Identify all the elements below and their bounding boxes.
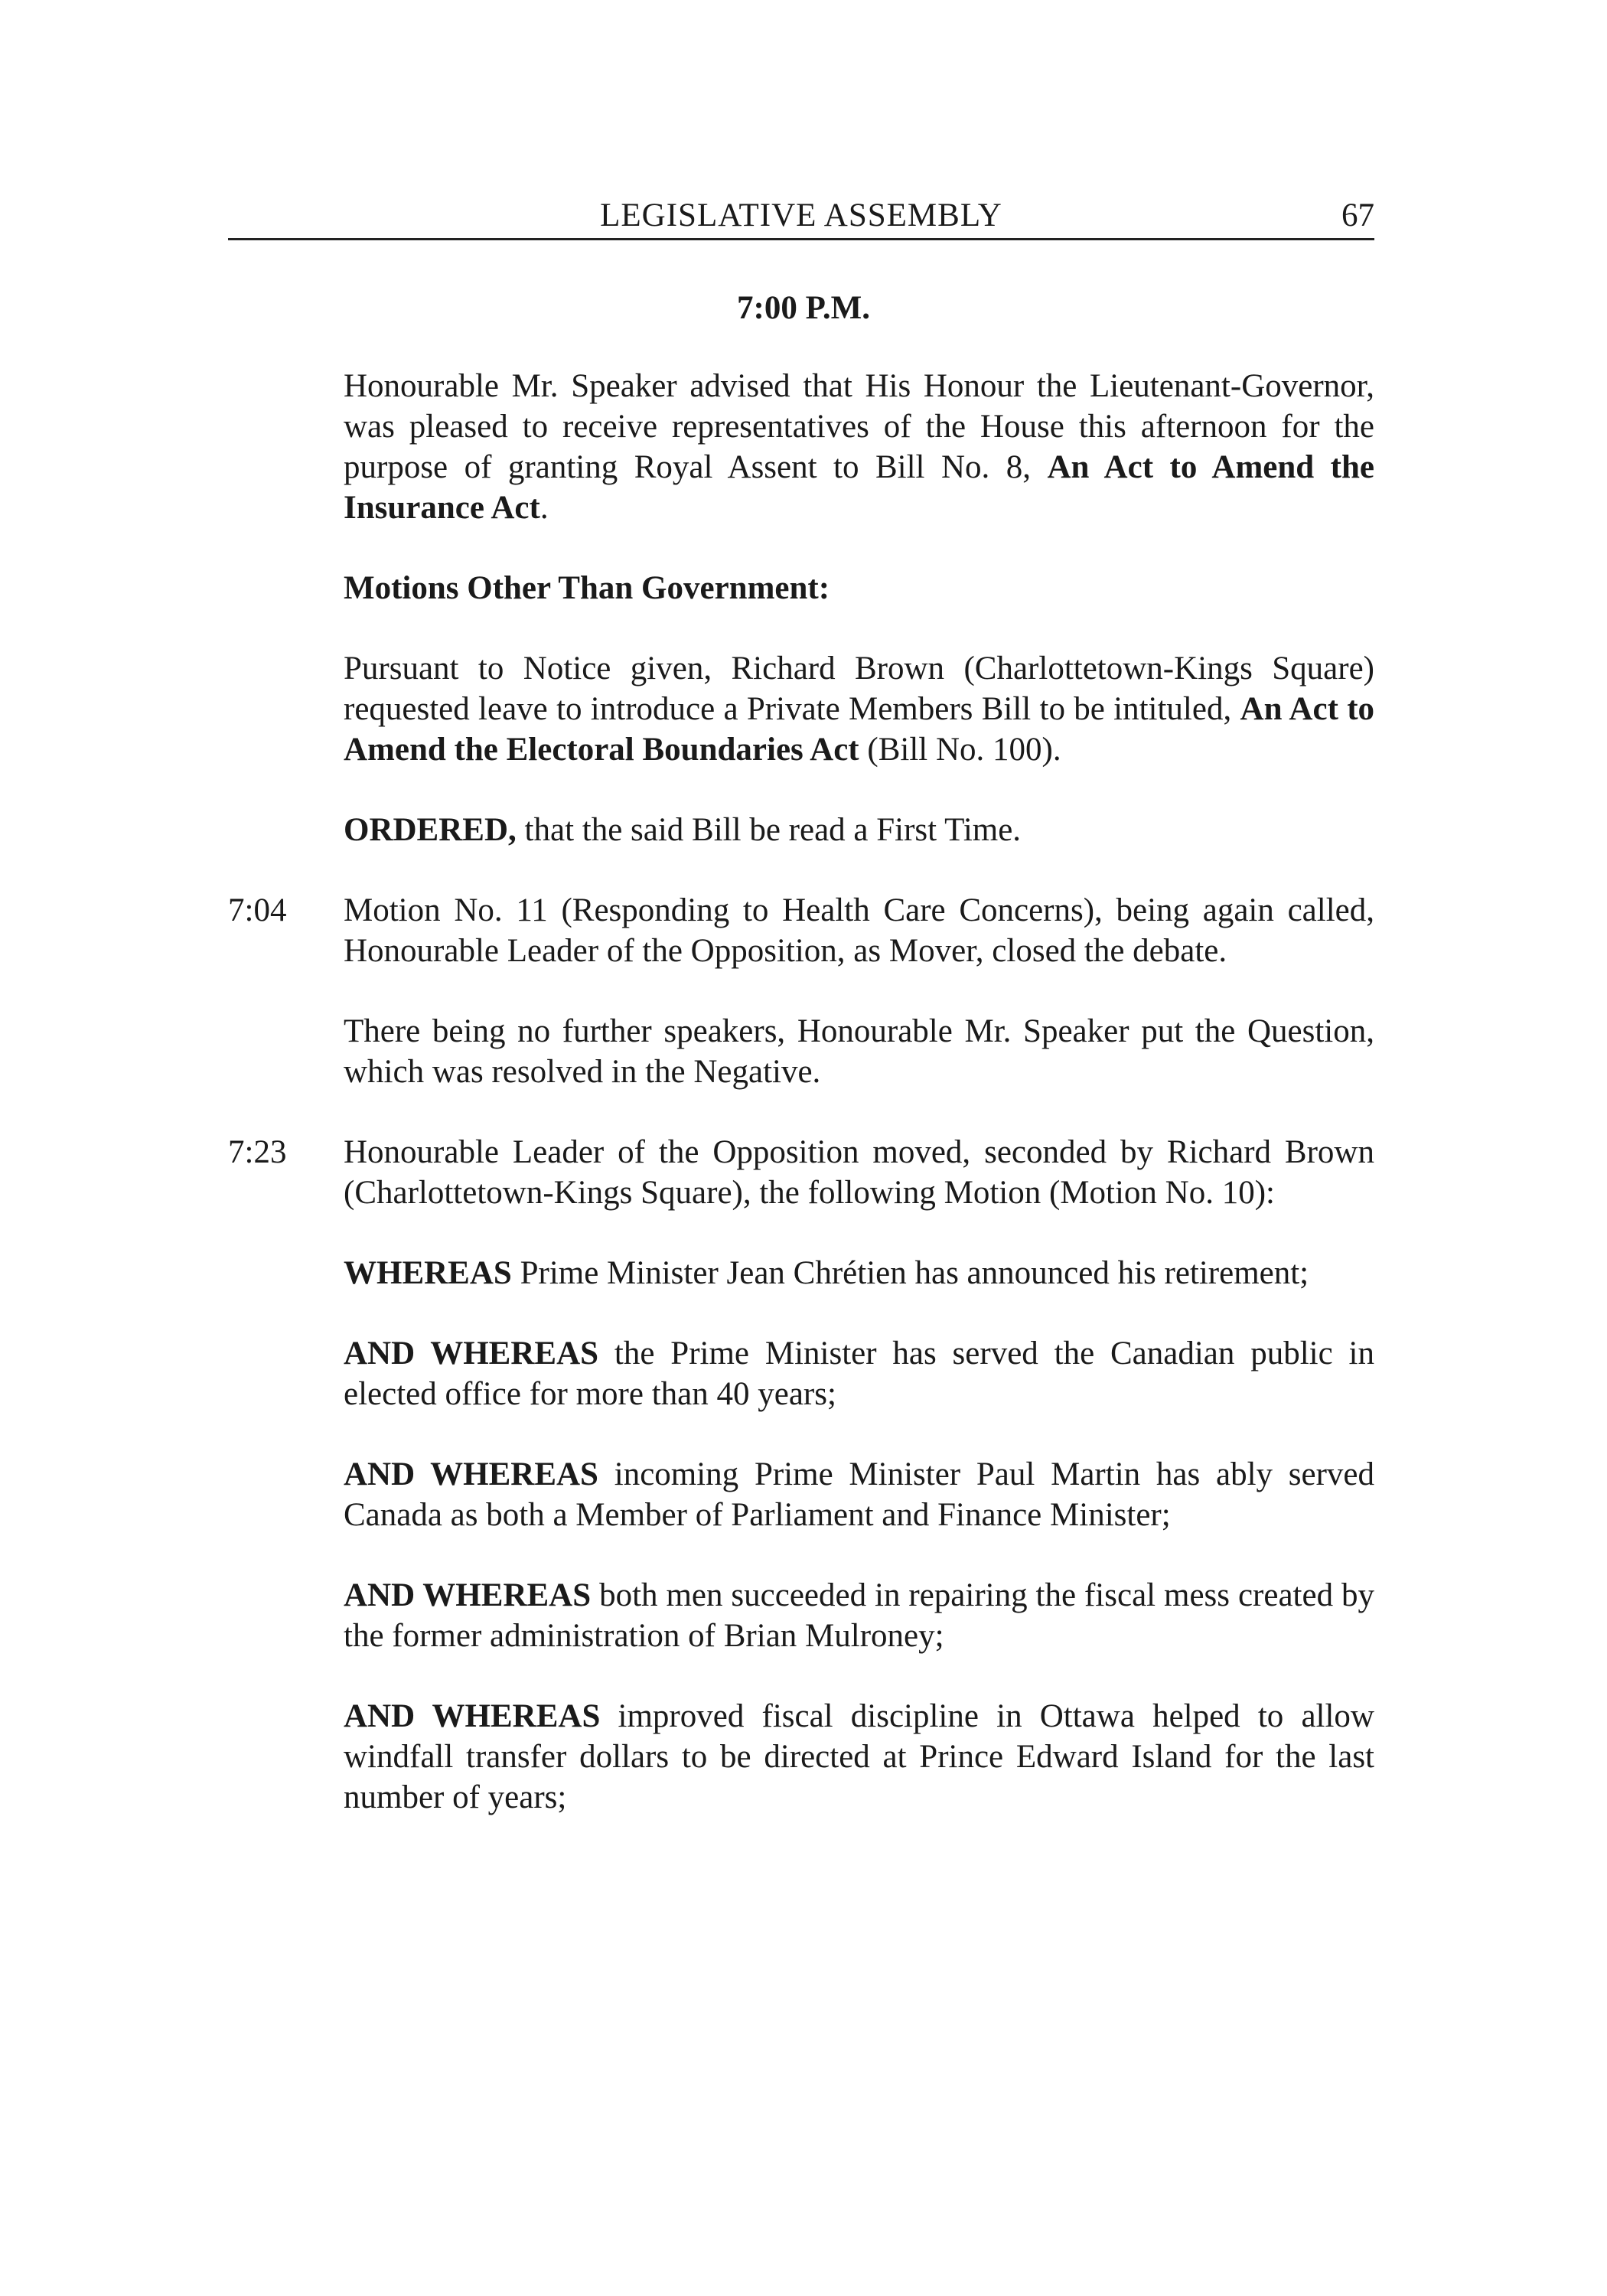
whereas-label: AND WHEREAS [344, 1456, 598, 1492]
whereas-paragraph [344, 1454, 1374, 1535]
royal-assent-end: . [539, 490, 549, 526]
whereas-5 [228, 1696, 1374, 1818]
ordered-block [228, 810, 1374, 850]
whereas-3 [228, 1454, 1374, 1535]
journal-content [228, 366, 1374, 1818]
whereas-text: the Prime Minister has served the Canadian public in elected office for more than 40 years; [344, 1336, 1374, 1412]
whereas-paragraph [344, 1333, 1374, 1414]
whereas-1 [228, 1253, 1374, 1293]
motions-heading [344, 568, 1374, 608]
whereas-label: AND WHEREAS [344, 1698, 601, 1734]
whereas-text: improved fiscal discipline in Ottawa helped to allow windfall transfer dollars to be directed at Prince Edward Island for the last number of years; [344, 1698, 1374, 1815]
whereas-2 [228, 1333, 1374, 1414]
private-bill-end: (Bill No. 100). [859, 732, 1061, 768]
whereas-label: AND WHEREAS [344, 1577, 592, 1613]
whereas-text: Prime Minister Jean Chrétien has announced his retirement; [511, 1255, 1309, 1291]
motion-11-paragraph: Motion No. 11 (Responding to Health Care Concerns), being again called, Honourable Leader of the Opposition, as Mover, closed the debate. [344, 892, 1374, 969]
ordered-text: that the said Bill be read a First Time. [516, 812, 1022, 848]
whereas-4 [228, 1575, 1374, 1656]
private-bill-text: Pursuant to Notice given, Richard Brown (Charlottetown-Kings Square) requested leave to introduce a Private Members Bill to be intituled, [344, 651, 1374, 727]
no-speakers-block [228, 1011, 1374, 1092]
entry-704 [228, 890, 1374, 971]
time-stamp-723: 7:23 [228, 1134, 287, 1170]
royal-assent-paragraph [344, 366, 1374, 528]
page-number: 67 [1341, 197, 1374, 233]
motions-heading-text: Motions Other Than Government: [344, 570, 830, 606]
whereas-paragraph [344, 1253, 1374, 1293]
private-bill-paragraph [344, 648, 1374, 770]
ordered-label: ORDERED, [344, 812, 517, 848]
royal-assent-block [228, 366, 1374, 528]
whereas-label: WHEREAS [344, 1255, 512, 1291]
motions-heading-block [228, 568, 1374, 608]
entry-723 [228, 1132, 1374, 1213]
page-header [228, 195, 1374, 240]
electoral-act-title: An Act to Amend the Electoral Boundaries Act [344, 691, 1375, 768]
ordered-paragraph [344, 810, 1374, 850]
header-title: LEGISLATIVE ASSEMBLY [600, 197, 1002, 233]
whereas-paragraph [344, 1575, 1374, 1656]
royal-assent-text: Honourable Mr. Speaker advised that His Honour the Lieutenant-Governor, was pleased to receive representatives of the House this afternoon for the purpose of granting Royal Assent to Bill No. 8, [344, 368, 1374, 485]
no-speakers-paragraph: There being no further speakers, Honourable Mr. Speaker put the Question, which was resolved in the Negative. [344, 1013, 1374, 1090]
private-bill-block [228, 648, 1374, 770]
time-stamp-704: 7:04 [228, 892, 287, 928]
whereas-label: AND WHEREAS [344, 1336, 599, 1371]
whereas-text: both men succeeded in repairing the fiscal mess created by the former administration of Brian Mulroney; [344, 1577, 1374, 1654]
motion-10-paragraph: Honourable Leader of the Opposition moved, seconded by Richard Brown (Charlottetown-Kings Square), the following Motion (Motion No. 10): [344, 1134, 1374, 1211]
insurance-act-title: An Act to Amend the Insurance Act [344, 449, 1375, 526]
time-heading: 7:00 P.M. [737, 290, 870, 326]
whereas-text: incoming Prime Minister Paul Martin has ably served Canada as both a Member of Parliament and Finance Minister; [344, 1456, 1375, 1533]
whereas-paragraph [344, 1696, 1374, 1818]
